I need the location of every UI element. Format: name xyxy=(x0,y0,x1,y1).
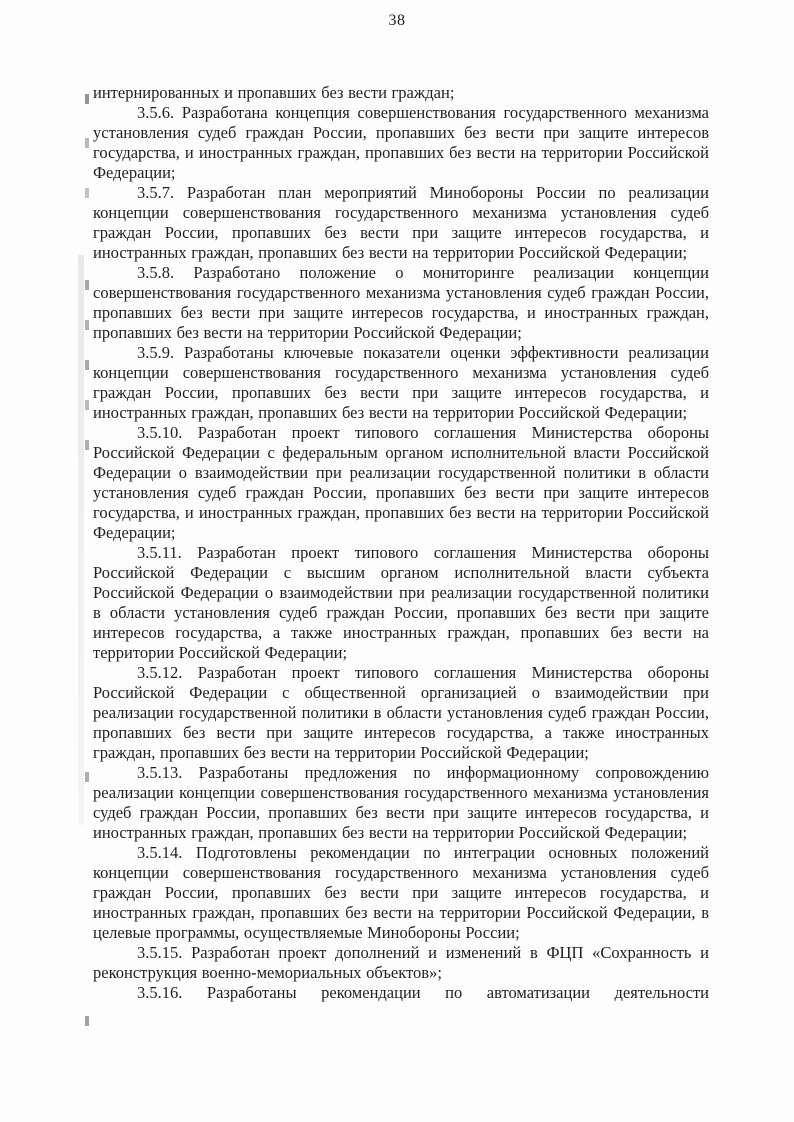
paragraph-3-5-12: 3.5.12. Разработан проект типового соглашения Министерства обороны Российской Федерации с общественной организацией о взаимодействии при реализации государственной политики в области установления судеб граждан России, пропавших без вести при защите интересов государства, а также иностранных граждан, пропавших без вести на территории Российской Федерации; xyxy=(93,663,709,762)
clause-number: 3.5.12. xyxy=(137,663,183,682)
paragraph-3-5-14: 3.5.14. Подготовлены рекомендации по интеграции основных положений концепции совершенствования государственного механизма установления судеб граждан России, пропавших без вести при защите интересов государства, и иностранных граждан, пропавших без вести на территории Российской Федерации, в целевые программы, осуществляемые Минобороны России; xyxy=(93,843,709,942)
page-number: 38 xyxy=(388,12,406,29)
document-body xyxy=(93,83,709,1003)
clause-number: 3.5.8. xyxy=(137,263,175,282)
scan-noise-marks xyxy=(85,94,89,104)
paragraph-continuation: интернированных и пропавших без вести граждан; xyxy=(93,83,455,102)
clause-number: 3.5.7. xyxy=(137,183,175,202)
clause-number: 3.5.11. xyxy=(137,543,182,562)
paragraph-3-5-15: 3.5.15. Разработан проект дополнений и изменений в ФЦП «Сохранность и реконструкция военно-мемориальных объектов»; xyxy=(93,943,709,982)
clause-number: 3.5.9. xyxy=(137,343,175,362)
paragraph-3-5-16: 3.5.16. Разработаны рекомендации по автоматизации деятельности xyxy=(137,983,709,1002)
scan-edge-band xyxy=(78,255,84,825)
paragraph-3-5-9: 3.5.9. Разработаны ключевые показатели оценки эффективности реализации концепции совершенствования государственного механизма установления судеб граждан России, пропавших без вести при защите интересов государства, и иностранных граждан, пропавших без вести на территории Российской Федерации; xyxy=(93,343,709,422)
clause-number: 3.5.13. xyxy=(137,763,183,782)
paragraph-3-5-11: 3.5.11. Разработан проект типового соглашения Министерства обороны Российской Федерации с высшим органом исполнительной власти субъекта Российской Федерации о взаимодействии при реализации государственной политики в области установления судеб граждан России, пропавших без вести при защите интересов государства, а также иностранных граждан, пропавших без вести на территории Российской Федерации; xyxy=(93,543,709,662)
paragraph-3-5-7: 3.5.7. Разработан план мероприятий Минобороны России по реализации концепции совершенствования государственного механизма установления судеб граждан России, пропавших без вести при защите интересов государства, и иностранных граждан, пропавших без вести на территории Российской Федерации; xyxy=(93,183,709,262)
clause-number: 3.5.16. xyxy=(137,983,183,1002)
clause-number: 3.5.6. xyxy=(137,103,175,122)
paragraph-3-5-8: 3.5.8. Разработано положение о мониторинге реализации концепции совершенствования государственного механизма установления судеб граждан России, пропавших без вести при защите интересов государства, и иностранных граждан, пропавших без вести на территории Российской Федерации; xyxy=(93,263,709,342)
clause-number: 3.5.10. xyxy=(137,423,183,442)
paragraph-3-5-10: 3.5.10. Разработан проект типового соглашения Министерства обороны Российской Федерации с федеральным органом исполнительной власти Российской Федерации о взаимодействии при реализации государственной политики в области установления судеб граждан России, пропавших без вести при защите интересов государства, и иностранных граждан, пропавших без вести на территории Российской Федерации; xyxy=(93,423,709,542)
paragraph-3-5-6: 3.5.6. Разработана концепция совершенствования государственного механизма установления судеб граждан России, пропавших без вести при защите интересов государства, и иностранных граждан, пропавших без вести на территории Российской Федерации; xyxy=(93,103,709,182)
clause-number: 3.5.15. xyxy=(137,943,183,962)
paragraph-3-5-13: 3.5.13. Разработаны предложения по информационному сопровождению реализации концепции совершенствования государственного механизма установления судеб граждан России, пропавших без вести при защите интересов государства, и иностранных граждан, пропавших без вести на территории Российской Федерации; xyxy=(93,763,709,842)
clause-number: 3.5.14. xyxy=(137,843,183,862)
